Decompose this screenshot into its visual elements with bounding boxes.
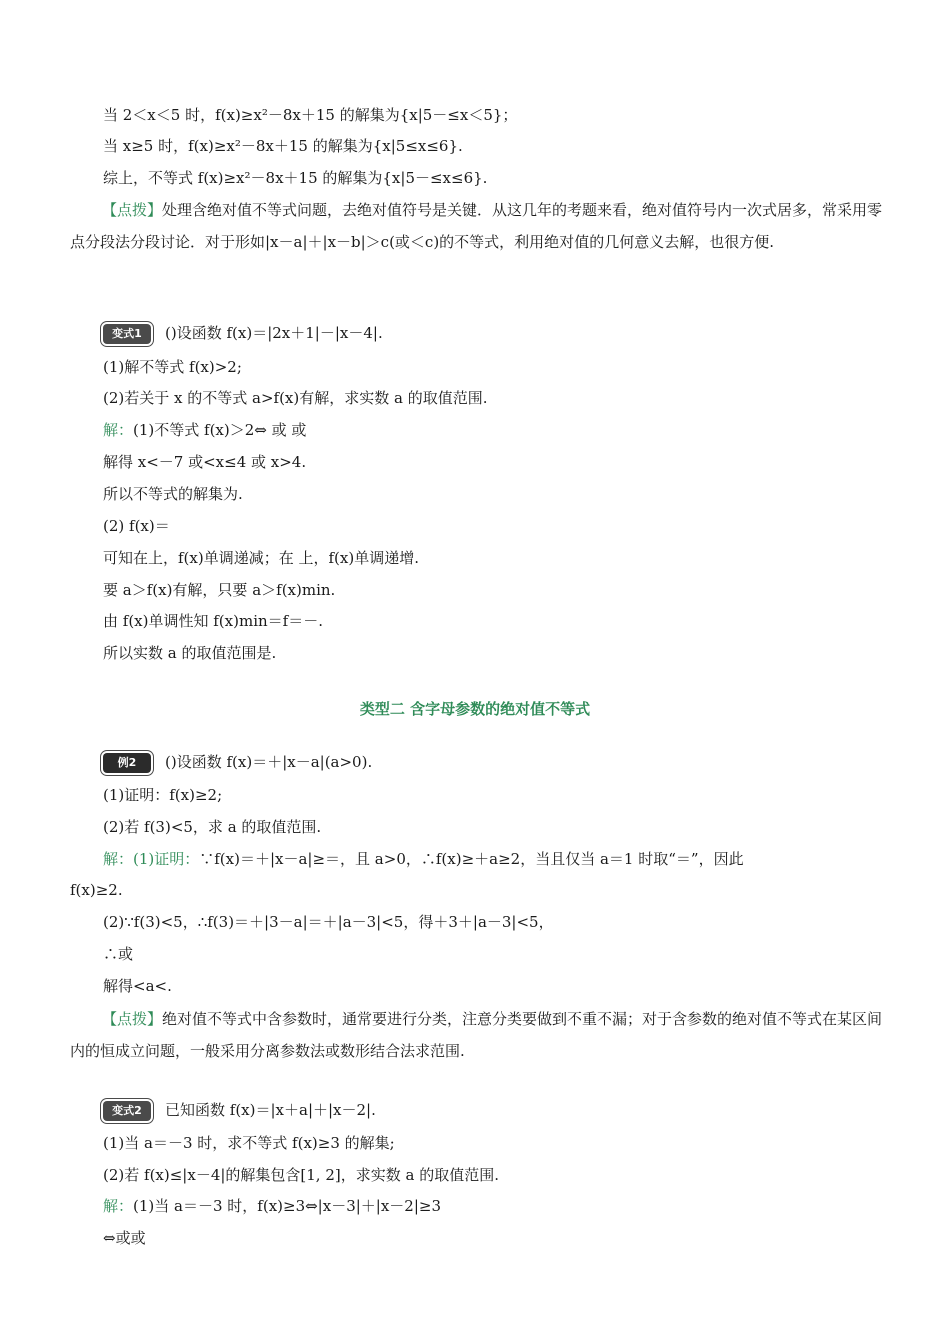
text-line: 综上，不等式 f(x)≥x²－8x＋15 的解集为{x|5－≤x≤6}. bbox=[103, 169, 488, 187]
tip-label: 【点拨】 bbox=[102, 201, 163, 219]
solution-text: (1)当 a＝－3 时，f(x)≥3⇔|x－3|＋|x－2|≥3 bbox=[133, 1197, 442, 1215]
solution-line: 解得 x<－7 或<x≤4 或 x>4. bbox=[103, 453, 307, 471]
text-line: 当 x≥5 时，f(x)≥x²－8x＋15 的解集为{x|5≤x≤6}. bbox=[103, 137, 463, 155]
stem-text: ()设函数 f(x)＝＋|x－a|(a>0). bbox=[165, 753, 373, 771]
solution-line: 可知在上，f(x)单调递减；在 上，f(x)单调递增. bbox=[103, 549, 419, 567]
solution-line bbox=[103, 1195, 441, 1217]
solution-line: 由 f(x)单调性知 f(x)min＝f＝－. bbox=[103, 612, 323, 630]
solution-text: (1)不等式 f(x)＞2⇔ 或 或 bbox=[133, 421, 307, 439]
solution-label: 解： bbox=[103, 1197, 134, 1215]
solution-line: 解得<a<. bbox=[103, 977, 172, 995]
variant-badge: 变式2 bbox=[103, 1101, 151, 1121]
tip-label: 【点拨】 bbox=[102, 1010, 163, 1028]
tip-text: 绝对值不等式中含参数时，通常要进行分类，注意分类要做到不重不漏；对于含参数的绝对值不等式在某区间内的恒成立问题，一般采用分离参数法或数形结合法求范围. bbox=[70, 1010, 883, 1060]
solution-line: 要 a＞f(x)有解，只要 a＞f(x)min. bbox=[103, 581, 336, 599]
question-line: (1)解不等式 f(x)>2; bbox=[103, 358, 242, 376]
example-stem bbox=[103, 751, 372, 773]
tip-paragraph bbox=[70, 1003, 890, 1067]
solution-line: 所以实数 a 的取值范围是. bbox=[103, 644, 277, 662]
variant-badge: 变式1 bbox=[103, 324, 151, 344]
question-line: (1)证明：f(x)≥2; bbox=[103, 786, 223, 804]
stem-text: 已知函数 f(x)＝|x＋a|＋|x－2|. bbox=[165, 1101, 376, 1119]
question-line: (2)若关于 x 的不等式 a>f(x)有解，求实数 a 的取值范围. bbox=[103, 389, 488, 407]
solution-line: ⇔或或 bbox=[103, 1229, 146, 1247]
solution-line: f(x)≥2. bbox=[70, 881, 123, 899]
variant-stem bbox=[103, 1099, 376, 1121]
tip-paragraph bbox=[70, 194, 890, 258]
solution-text: ∵f(x)＝＋|x－a|≥＝，且 a>0，∴f(x)≥＋a≥2，当且仅当 a＝1 时取“＝”，因此 bbox=[199, 850, 744, 868]
text-line: 当 2＜x＜5 时，f(x)≥x²－8x＋15 的解集为{x|5－≤x＜5}； bbox=[103, 106, 518, 124]
question-line: (1)当 a＝－3 时，求不等式 f(x)≥3 的解集; bbox=[103, 1134, 395, 1152]
solution-line bbox=[103, 419, 306, 441]
section-title: 类型二 含字母参数的绝对值不等式 bbox=[359, 700, 591, 718]
solution-line bbox=[103, 848, 744, 870]
stem-text: ()设函数 f(x)＝|2x＋1|－|x－4|. bbox=[165, 324, 383, 342]
solution-line: (2)∵f(3)<5，∴f(3)＝＋|3－a|＝＋|a－3|<5，得＋3＋|a－3|<5， bbox=[103, 913, 554, 931]
solution-label: 解：(1)证明： bbox=[103, 850, 200, 868]
tip-text: 处理含绝对值不等式问题，去绝对值符号是关键．从这几年的考题来看，绝对值符号内一次式居多，常采用零点分段法分段讨论．对于形如|x－a|＋|x－b|＞c(或＜c)的不等式，利用绝对值的几何意义去解，也很方便. bbox=[70, 201, 883, 251]
solution-line: 所以不等式的解集为. bbox=[103, 485, 243, 503]
question-line: (2)若 f(x)≤|x－4|的解集包含[1, 2]，求实数 a 的取值范围. bbox=[103, 1166, 499, 1184]
solution-line: ∴或 bbox=[103, 945, 134, 963]
solution-line: (2) f(x)＝ bbox=[103, 517, 170, 535]
solution-label: 解： bbox=[103, 421, 134, 439]
variant-stem bbox=[103, 322, 383, 344]
question-line: (2)若 f(3)<5，求 a 的取值范围. bbox=[103, 818, 322, 836]
example-badge: 例2 bbox=[103, 753, 151, 773]
